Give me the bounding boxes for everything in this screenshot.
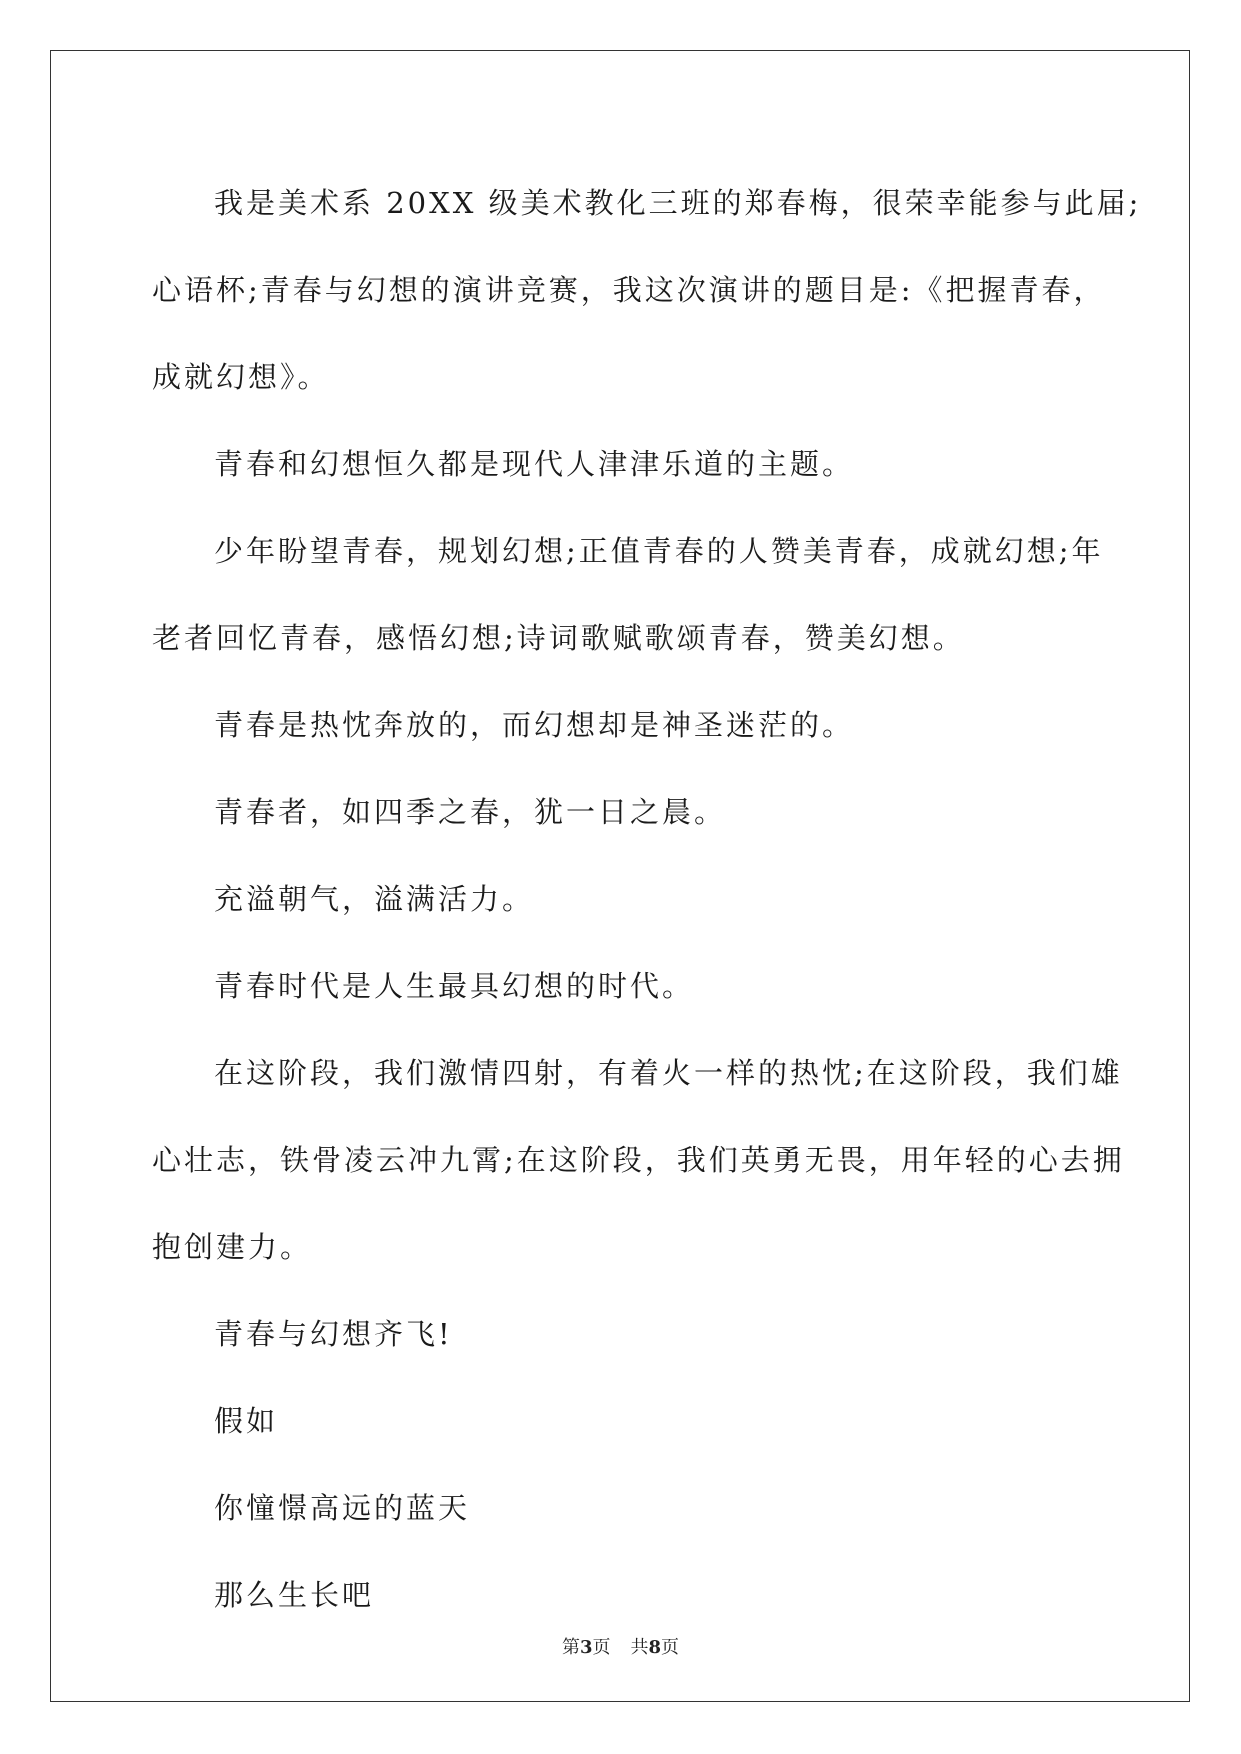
paragraph: [152, 769, 1090, 856]
paragraph: [152, 682, 1090, 769]
text-line: 假如: [214, 1404, 279, 1438]
paragraph: [152, 160, 1142, 421]
page-suffix: 页: [592, 1637, 611, 1658]
text-line: 少年盼望青春，规划幻想;正值青春的人赞美青春，成就幻想;年: [214, 534, 1104, 568]
text-line: 青春时代是人生最具幻想的时代。: [214, 969, 695, 1003]
current-page-number: 3: [579, 1637, 593, 1658]
paragraph: [152, 1030, 1125, 1291]
text-line: 抱创建力。: [152, 1230, 313, 1264]
page-prefix: 第: [561, 1637, 580, 1658]
paragraph: [152, 856, 1090, 943]
text-line: 心壮志，铁骨凌云冲九霄;在这阶段，我们英勇无畏，用年轻的心去拥: [152, 1143, 1125, 1177]
paragraph: [152, 508, 1104, 682]
text-line: 青春是热忱奔放的，而幻想却是神圣迷茫的。: [214, 708, 855, 742]
text-line: 老者回忆青春，感悟幻想;诗词歌赋歌颂青春，赞美幻想。: [152, 621, 965, 655]
paragraph: [152, 1552, 1090, 1639]
paragraph: [152, 421, 1090, 508]
paragraph: [152, 1465, 1090, 1552]
text-line: 青春和幻想恒久都是现代人津津乐道的主题。: [214, 447, 855, 481]
text-line: 充溢朝气，溢满活力。: [214, 882, 535, 916]
paragraph: [152, 1378, 1090, 1465]
text-line: 那么生长吧: [214, 1578, 375, 1612]
total-suffix: 页: [661, 1637, 680, 1658]
text-line: 心语杯;青春与幻想的演讲竞赛，我这次演讲的题目是:《把握青春，: [152, 273, 1106, 307]
text-line: 你憧憬高远的蓝天: [214, 1491, 471, 1525]
text-line: 青春与幻想齐飞!: [214, 1317, 453, 1351]
text-line: 青春者，如四季之春，犹一日之晨。: [214, 795, 727, 829]
page-footer: [0, 1633, 1241, 1659]
paragraph: [152, 943, 1090, 1030]
text-line: 在这阶段，我们激情四射，有着火一样的热忱;在这阶段，我们雄: [214, 1056, 1123, 1090]
text-line: 我是美术系 20XX 级美术教化三班的郑春梅，很荣幸能参与此届;: [214, 186, 1142, 220]
total-page-count: 8: [648, 1637, 662, 1658]
text-line: 成就幻想》。: [152, 360, 330, 394]
document-body: [152, 160, 1142, 1639]
paragraph: [152, 1291, 1090, 1378]
total-prefix: 共: [630, 1637, 649, 1658]
